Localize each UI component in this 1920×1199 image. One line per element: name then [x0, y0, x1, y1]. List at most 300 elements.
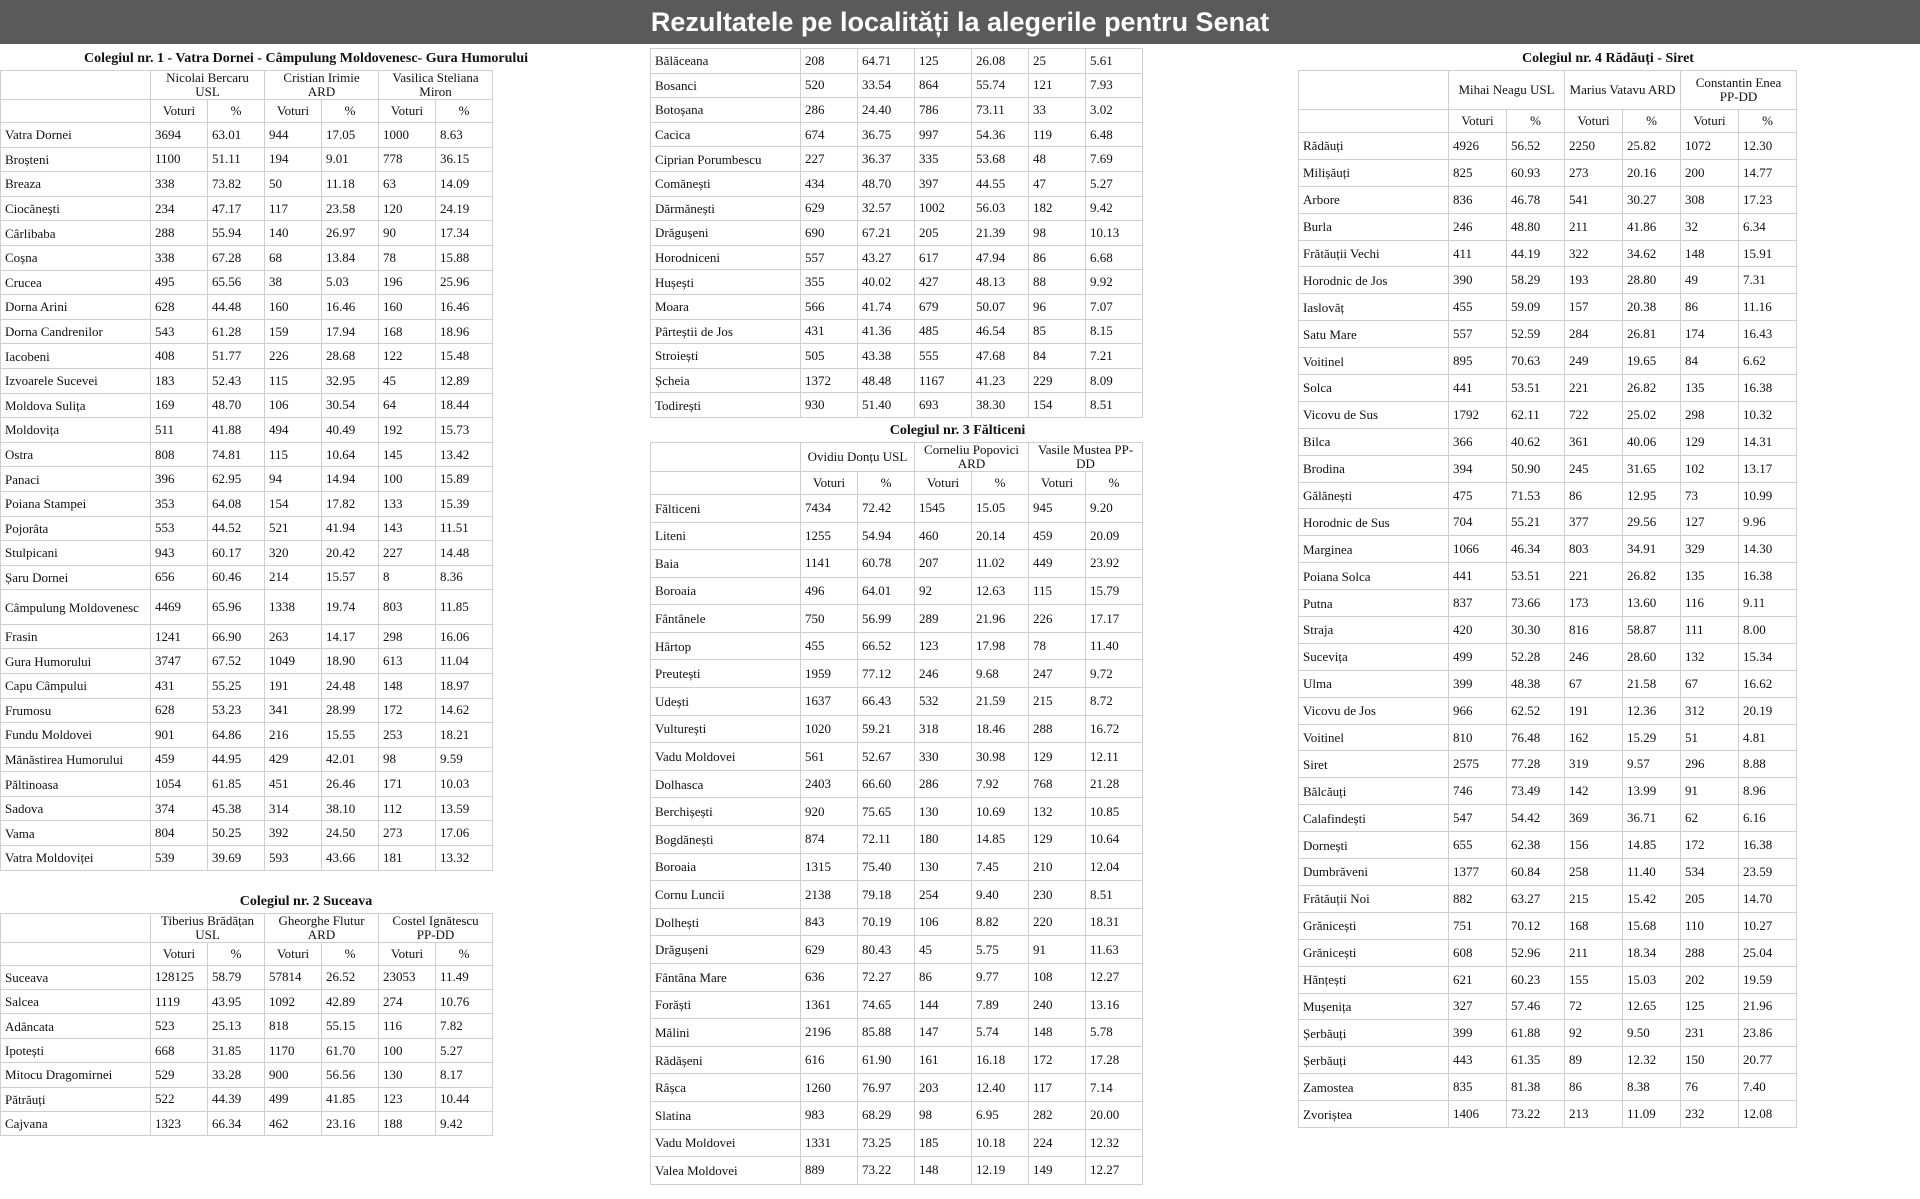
percent-cell: 25.13 [208, 1014, 265, 1038]
percent-cell: 42.01 [322, 747, 379, 772]
candidate-name: Marius Vatavu ARD [1565, 71, 1681, 110]
percent-cell: 24.40 [858, 98, 915, 123]
votes-cell: 229 [1029, 368, 1086, 393]
percent-cell: 53.51 [1507, 563, 1565, 590]
votes-cell: 191 [265, 673, 322, 698]
votes-cell: 194 [265, 147, 322, 172]
votes-cell: 161 [915, 1046, 972, 1074]
votes-cell: 90 [379, 221, 436, 246]
votes-cell: 2250 [1565, 133, 1623, 160]
percent-cell: 17.34 [436, 221, 493, 246]
votes-cell: 286 [915, 770, 972, 798]
percent-cell: 73.11 [972, 98, 1029, 123]
votes-cell: 803 [1565, 536, 1623, 563]
percent-cell: 81.38 [1507, 1074, 1565, 1101]
votes-cell: 900 [265, 1063, 322, 1087]
locality-name: Șerbăuți [1299, 1047, 1449, 1074]
votes-cell: 64 [379, 393, 436, 418]
votes-cell: 68 [265, 245, 322, 270]
percent-cell: 61.88 [1507, 1020, 1565, 1047]
column-header: Voturi [1565, 110, 1623, 133]
table-row [651, 1101, 1143, 1129]
percent-cell: 13.59 [436, 796, 493, 821]
locality-name: Ostra [1, 442, 151, 467]
percent-cell: 15.68 [1623, 912, 1681, 939]
percent-cell: 8.00 [1739, 617, 1797, 644]
percent-cell: 63.01 [208, 123, 265, 148]
votes-cell: 529 [151, 1063, 208, 1087]
table-row [651, 147, 1143, 172]
votes-cell: 73 [1681, 482, 1739, 509]
percent-cell: 16.38 [1739, 375, 1797, 402]
locality-name: Salcea [1, 990, 151, 1014]
votes-cell: 353 [151, 491, 208, 516]
votes-cell: 617 [915, 245, 972, 270]
percent-cell: 52.96 [1507, 939, 1565, 966]
percent-cell: 85.88 [858, 1019, 915, 1047]
percent-cell: 8.88 [1739, 751, 1797, 778]
percent-cell: 52.67 [858, 743, 915, 771]
percent-cell: 5.75 [972, 936, 1029, 964]
percent-cell: 12.27 [1086, 1157, 1143, 1185]
percent-cell: 7.31 [1739, 267, 1797, 294]
locality-name: Horodnic de Jos [1299, 267, 1449, 294]
votes-cell: 431 [801, 319, 858, 344]
locality-name: Forăști [651, 991, 801, 1019]
votes-cell: 192 [379, 418, 436, 443]
votes-cell: 135 [1681, 563, 1739, 590]
table-row [651, 1157, 1143, 1185]
votes-cell: 825 [1449, 159, 1507, 186]
votes-cell: 57814 [265, 965, 322, 989]
percent-cell: 23.58 [322, 196, 379, 221]
table-row [1, 147, 493, 172]
table-row [1, 698, 493, 723]
percent-cell: 44.55 [972, 171, 1029, 196]
percent-cell: 12.40 [972, 1074, 1029, 1102]
percent-cell: 39.69 [208, 846, 265, 871]
votes-cell: 115 [1029, 577, 1086, 605]
table-row [1299, 186, 1797, 213]
percent-cell: 11.85 [436, 590, 493, 624]
percent-cell: 73.66 [1507, 590, 1565, 617]
locality-name: Moldova Sulița [1, 393, 151, 418]
locality-name: Valea Moldovei [651, 1157, 801, 1185]
percent-cell: 13.42 [436, 442, 493, 467]
votes-cell: 116 [1681, 590, 1739, 617]
college-3-block [650, 420, 1265, 1185]
college-3-table [650, 442, 1143, 1185]
votes-cell: 282 [1029, 1101, 1086, 1129]
column-header: % [972, 471, 1029, 494]
percent-cell: 48.80 [1507, 213, 1565, 240]
votes-cell: 149 [1029, 1157, 1086, 1185]
locality-name: Milișăuți [1299, 159, 1449, 186]
votes-cell: 1241 [151, 624, 208, 649]
column-header: % [322, 100, 379, 123]
percent-cell: 15.05 [972, 494, 1029, 522]
table-row [1299, 401, 1797, 428]
table-row [1, 1087, 493, 1111]
votes-cell: 288 [1681, 939, 1739, 966]
table-row [1, 990, 493, 1014]
votes-cell: 1002 [915, 196, 972, 221]
locality-name: Broșteni [1, 147, 151, 172]
votes-cell: 434 [801, 171, 858, 196]
percent-cell: 60.17 [208, 541, 265, 566]
votes-cell: 125 [1681, 993, 1739, 1020]
percent-cell: 60.93 [1507, 159, 1565, 186]
votes-cell: 431 [151, 673, 208, 698]
votes-cell: 778 [379, 147, 436, 172]
votes-cell: 566 [801, 294, 858, 319]
percent-cell: 56.99 [858, 605, 915, 633]
locality-name: Fundu Moldovei [1, 723, 151, 748]
table-row [1299, 832, 1797, 859]
votes-cell: 123 [379, 1087, 436, 1111]
table-row [651, 908, 1143, 936]
column-header: Voturi [151, 100, 208, 123]
percent-cell: 14.09 [436, 172, 493, 197]
votes-cell: 628 [151, 698, 208, 723]
votes-cell: 169 [151, 393, 208, 418]
votes-cell: 33 [1029, 98, 1086, 123]
votes-cell: 532 [915, 688, 972, 716]
votes-cell: 160 [265, 295, 322, 320]
locality-name: Vama [1, 821, 151, 846]
locality-name: Vadu Moldovei [651, 1129, 801, 1157]
votes-cell: 38 [265, 270, 322, 295]
percent-cell: 15.91 [1739, 240, 1797, 267]
percent-cell: 13.84 [322, 245, 379, 270]
votes-cell: 129 [1681, 428, 1739, 455]
locality-name: Bălcăuți [1299, 778, 1449, 805]
percent-cell: 41.86 [1623, 213, 1681, 240]
votes-cell: 91 [1029, 936, 1086, 964]
column-header: Voturi [1449, 110, 1507, 133]
percent-cell: 58.79 [208, 965, 265, 989]
percent-cell: 14.30 [1739, 536, 1797, 563]
percent-cell: 15.55 [322, 723, 379, 748]
percent-cell: 9.72 [1086, 660, 1143, 688]
table-row [651, 245, 1143, 270]
locality-name: Dărmănești [651, 196, 801, 221]
percent-cell: 10.69 [972, 798, 1029, 826]
table-row [1, 747, 493, 772]
percent-cell: 47.68 [972, 344, 1029, 369]
percent-cell: 40.62 [1507, 428, 1565, 455]
table-row [1299, 1020, 1797, 1047]
votes-cell: 174 [1681, 321, 1739, 348]
percent-cell: 48.70 [208, 393, 265, 418]
votes-cell: 2196 [801, 1019, 858, 1047]
votes-cell: 338 [151, 245, 208, 270]
table-row [1299, 670, 1797, 697]
votes-cell: 185 [915, 1129, 972, 1157]
votes-cell: 816 [1565, 617, 1623, 644]
percent-cell: 55.25 [208, 673, 265, 698]
locality-name: Sucevița [1299, 643, 1449, 670]
votes-cell: 67 [1681, 670, 1739, 697]
table-row [1299, 1101, 1797, 1128]
percent-cell: 32.95 [322, 368, 379, 393]
percent-cell: 18.34 [1623, 939, 1681, 966]
votes-cell: 47 [1029, 171, 1086, 196]
column-3 [1298, 48, 1918, 1142]
votes-cell: 520 [801, 73, 858, 98]
votes-cell: 128125 [151, 965, 208, 989]
percent-cell: 19.59 [1739, 966, 1797, 993]
header-blank [1, 913, 151, 942]
locality-name: Siret [1299, 751, 1449, 778]
percent-cell: 21.39 [972, 221, 1029, 246]
percent-cell: 51.77 [208, 344, 265, 369]
percent-cell: 44.19 [1507, 240, 1565, 267]
votes-cell: 1000 [379, 123, 436, 148]
votes-cell: 818 [265, 1014, 322, 1038]
header-blank [651, 442, 801, 471]
votes-cell: 895 [1449, 348, 1507, 375]
votes-cell: 200 [1681, 159, 1739, 186]
locality-name: Mălini [651, 1019, 801, 1047]
percent-cell: 9.57 [1623, 751, 1681, 778]
table-row [1, 516, 493, 541]
votes-cell: 804 [151, 821, 208, 846]
votes-cell: 1545 [915, 494, 972, 522]
percent-cell: 72.42 [858, 494, 915, 522]
percent-cell: 26.46 [322, 772, 379, 797]
votes-cell: 629 [801, 936, 858, 964]
percent-cell: 77.28 [1507, 751, 1565, 778]
votes-cell: 117 [265, 196, 322, 221]
votes-cell: 1054 [151, 772, 208, 797]
percent-cell: 10.76 [436, 990, 493, 1014]
percent-cell: 28.99 [322, 698, 379, 723]
percent-cell: 73.49 [1507, 778, 1565, 805]
locality-name: Dolhasca [651, 770, 801, 798]
table-row [1299, 1047, 1797, 1074]
percent-cell: 68.29 [858, 1101, 915, 1129]
percent-cell: 9.77 [972, 964, 1029, 992]
percent-cell: 13.32 [436, 846, 493, 871]
locality-name: Putna [1299, 590, 1449, 617]
column-header: % [322, 942, 379, 965]
votes-cell: 98 [915, 1101, 972, 1129]
table-row [651, 73, 1143, 98]
percent-cell: 7.93 [1086, 73, 1143, 98]
percent-cell: 21.58 [1623, 670, 1681, 697]
percent-cell: 63.27 [1507, 885, 1565, 912]
votes-cell: 100 [379, 467, 436, 492]
votes-cell: 621 [1449, 966, 1507, 993]
votes-cell: 674 [801, 122, 858, 147]
locality-name: Ipotești [1, 1038, 151, 1062]
votes-cell: 1361 [801, 991, 858, 1019]
votes-cell: 91 [1681, 778, 1739, 805]
votes-cell: 1049 [265, 649, 322, 674]
locality-name: Frumosu [1, 698, 151, 723]
percent-cell: 5.78 [1086, 1019, 1143, 1047]
table-row [1, 442, 493, 467]
locality-name: Gălănești [1299, 482, 1449, 509]
header-blank [1, 71, 151, 100]
percent-cell: 64.01 [858, 577, 915, 605]
votes-cell: 882 [1449, 885, 1507, 912]
locality-name: Mușenița [1299, 993, 1449, 1020]
votes-cell: 835 [1449, 1074, 1507, 1101]
votes-cell: 246 [915, 660, 972, 688]
table-row [651, 1129, 1143, 1157]
percent-cell: 7.45 [972, 853, 1029, 881]
percent-cell: 3.02 [1086, 98, 1143, 123]
table-row [1, 123, 493, 148]
table-row [1299, 321, 1797, 348]
percent-cell: 50.90 [1507, 455, 1565, 482]
table-row [1, 1014, 493, 1038]
locality-name: Horodnic de Sus [1299, 509, 1449, 536]
votes-cell: 557 [801, 245, 858, 270]
votes-cell: 221 [1565, 563, 1623, 590]
locality-name: Vulturești [651, 715, 801, 743]
percent-cell: 14.48 [436, 541, 493, 566]
locality-name: Poiana Stampei [1, 491, 151, 516]
percent-cell: 33.54 [858, 73, 915, 98]
percent-cell: 15.29 [1623, 724, 1681, 751]
percent-cell: 38.10 [322, 796, 379, 821]
percent-cell: 79.18 [858, 881, 915, 909]
locality-name: Liteni [651, 522, 801, 550]
college-4-block [1298, 48, 1918, 1128]
votes-cell: 1072 [1681, 133, 1739, 160]
percent-cell: 11.51 [436, 516, 493, 541]
percent-cell: 9.92 [1086, 270, 1143, 295]
percent-cell: 8.96 [1739, 778, 1797, 805]
percent-cell: 36.75 [858, 122, 915, 147]
votes-cell: 51 [1681, 724, 1739, 751]
locality-name: Frătăuții Noi [1299, 885, 1449, 912]
table-row [651, 98, 1143, 123]
percent-cell: 32.57 [858, 196, 915, 221]
percent-cell: 20.77 [1739, 1047, 1797, 1074]
locality-name: Rădășeni [651, 1046, 801, 1074]
votes-cell: 2575 [1449, 751, 1507, 778]
votes-cell: 284 [1565, 321, 1623, 348]
votes-cell: 377 [1565, 509, 1623, 536]
percent-cell: 51.11 [208, 147, 265, 172]
votes-cell: 366 [1449, 428, 1507, 455]
percent-cell: 21.96 [1739, 993, 1797, 1020]
votes-cell: 110 [1681, 912, 1739, 939]
percent-cell: 12.32 [1086, 1129, 1143, 1157]
votes-cell: 810 [1449, 724, 1507, 751]
votes-cell: 155 [1565, 966, 1623, 993]
votes-cell: 338 [151, 172, 208, 197]
votes-cell: 322 [1565, 240, 1623, 267]
votes-cell: 408 [151, 344, 208, 369]
percent-cell: 7.21 [1086, 344, 1143, 369]
column-header: % [1623, 110, 1681, 133]
column-header: Voturi [801, 471, 858, 494]
votes-cell: 1323 [151, 1112, 208, 1136]
table-row [651, 270, 1143, 295]
percent-cell: 14.70 [1739, 885, 1797, 912]
percent-cell: 15.79 [1086, 577, 1143, 605]
header-blank [1, 942, 151, 965]
percent-cell: 52.28 [1507, 643, 1565, 670]
column-header: Voturi [379, 100, 436, 123]
locality-name: Iacobeni [1, 344, 151, 369]
votes-cell: 240 [1029, 991, 1086, 1019]
votes-cell: 475 [1449, 482, 1507, 509]
percent-cell: 53.68 [972, 147, 1029, 172]
college-2-block [0, 891, 612, 1137]
table-row [1299, 885, 1797, 912]
percent-cell: 17.06 [436, 821, 493, 846]
locality-name: Gura Humorului [1, 649, 151, 674]
percent-cell: 66.43 [858, 688, 915, 716]
votes-cell: 1338 [265, 590, 322, 624]
table-row [651, 550, 1143, 578]
percent-cell: 70.19 [858, 908, 915, 936]
votes-cell: 499 [265, 1087, 322, 1111]
percent-cell: 50.07 [972, 294, 1029, 319]
locality-name: Arbore [1299, 186, 1449, 213]
locality-name: Bogdănești [651, 826, 801, 854]
table-row [1, 1112, 493, 1136]
percent-cell: 54.36 [972, 122, 1029, 147]
votes-cell: 117 [1029, 1074, 1086, 1102]
votes-cell: 441 [1449, 563, 1507, 590]
locality-name: Fântâna Mare [651, 964, 801, 992]
percent-cell: 20.09 [1086, 522, 1143, 550]
votes-cell: 441 [1449, 375, 1507, 402]
percent-cell: 66.52 [858, 632, 915, 660]
percent-cell: 28.68 [322, 344, 379, 369]
votes-cell: 495 [151, 270, 208, 295]
table-row [651, 494, 1143, 522]
percent-cell: 7.14 [1086, 1074, 1143, 1102]
votes-cell: 63 [379, 172, 436, 197]
votes-cell: 188 [379, 1112, 436, 1136]
percent-cell: 5.74 [972, 1019, 1029, 1047]
votes-cell: 2138 [801, 881, 858, 909]
locality-name: Satu Mare [1299, 321, 1449, 348]
percent-cell: 6.62 [1739, 348, 1797, 375]
percent-cell: 66.90 [208, 624, 265, 649]
percent-cell: 12.11 [1086, 743, 1143, 771]
percent-cell: 48.13 [972, 270, 1029, 295]
percent-cell: 77.12 [858, 660, 915, 688]
percent-cell: 21.96 [972, 605, 1029, 633]
table-row [651, 826, 1143, 854]
percent-cell: 10.64 [322, 442, 379, 467]
percent-cell: 18.90 [322, 649, 379, 674]
percent-cell: 36.15 [436, 147, 493, 172]
votes-cell: 193 [1565, 267, 1623, 294]
locality-name: Șerbăuți [1299, 1020, 1449, 1047]
percent-cell: 64.71 [858, 49, 915, 74]
votes-cell: 1260 [801, 1074, 858, 1102]
votes-cell: 485 [915, 319, 972, 344]
table-row [1, 796, 493, 821]
percent-cell: 51.40 [858, 393, 915, 418]
votes-cell: 746 [1449, 778, 1507, 805]
votes-cell: 98 [1029, 221, 1086, 246]
table-row [1, 1063, 493, 1087]
votes-cell: 547 [1449, 805, 1507, 832]
table-row [1, 270, 493, 295]
column-header: % [208, 942, 265, 965]
